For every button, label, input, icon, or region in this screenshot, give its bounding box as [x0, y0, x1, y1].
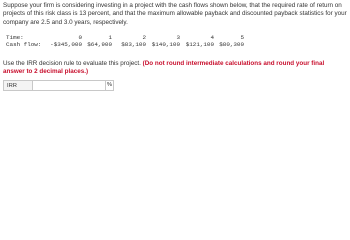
- rounding-note: (Do not round intermediate calculations and round your final answer to 2 decimal places.): [3, 60, 325, 76]
- problem-statement: Suppose your firm is considering investing in a project with the cash flows shown below, that the required rate of return on projects of this risk class is 13 percent, and that the maximum allowable payback and discounted payback statistics for your company are 2.5 and 3.0 years, respectively.: [3, 2, 347, 26]
- cash-flow-row: [6, 41, 244, 48]
- percent-unit: %: [105, 80, 114, 91]
- time-row: [6, 34, 244, 41]
- cash-flow-cell: $64,900: [87, 41, 112, 48]
- cash-flow-cell: $121,100: [185, 41, 214, 48]
- cash-flow-cell: -$345,000: [50, 41, 82, 48]
- time-label: Time:: [6, 34, 24, 41]
- time-cell: 5: [240, 34, 244, 41]
- cash-flow-table: [6, 34, 244, 48]
- time-cell: 3: [176, 34, 180, 41]
- instruction-main: Use the IRR decision rule to evaluate this project.: [3, 60, 141, 67]
- irr-answer-row: [3, 80, 114, 91]
- cash-flow-cell: $83,100: [121, 41, 146, 48]
- time-cell: 1: [108, 34, 112, 41]
- cash-flow-cell: $140,100: [151, 41, 180, 48]
- irr-label: IRR: [3, 80, 33, 91]
- time-cell: 2: [142, 34, 146, 41]
- time-cell: 0: [78, 34, 82, 41]
- irr-input[interactable]: [33, 80, 105, 91]
- cash-flow-cell: $80,300: [219, 41, 244, 48]
- instruction-text: [3, 60, 347, 77]
- time-cell: 4: [210, 34, 214, 41]
- cash-flow-label: Cash flow:: [6, 41, 42, 48]
